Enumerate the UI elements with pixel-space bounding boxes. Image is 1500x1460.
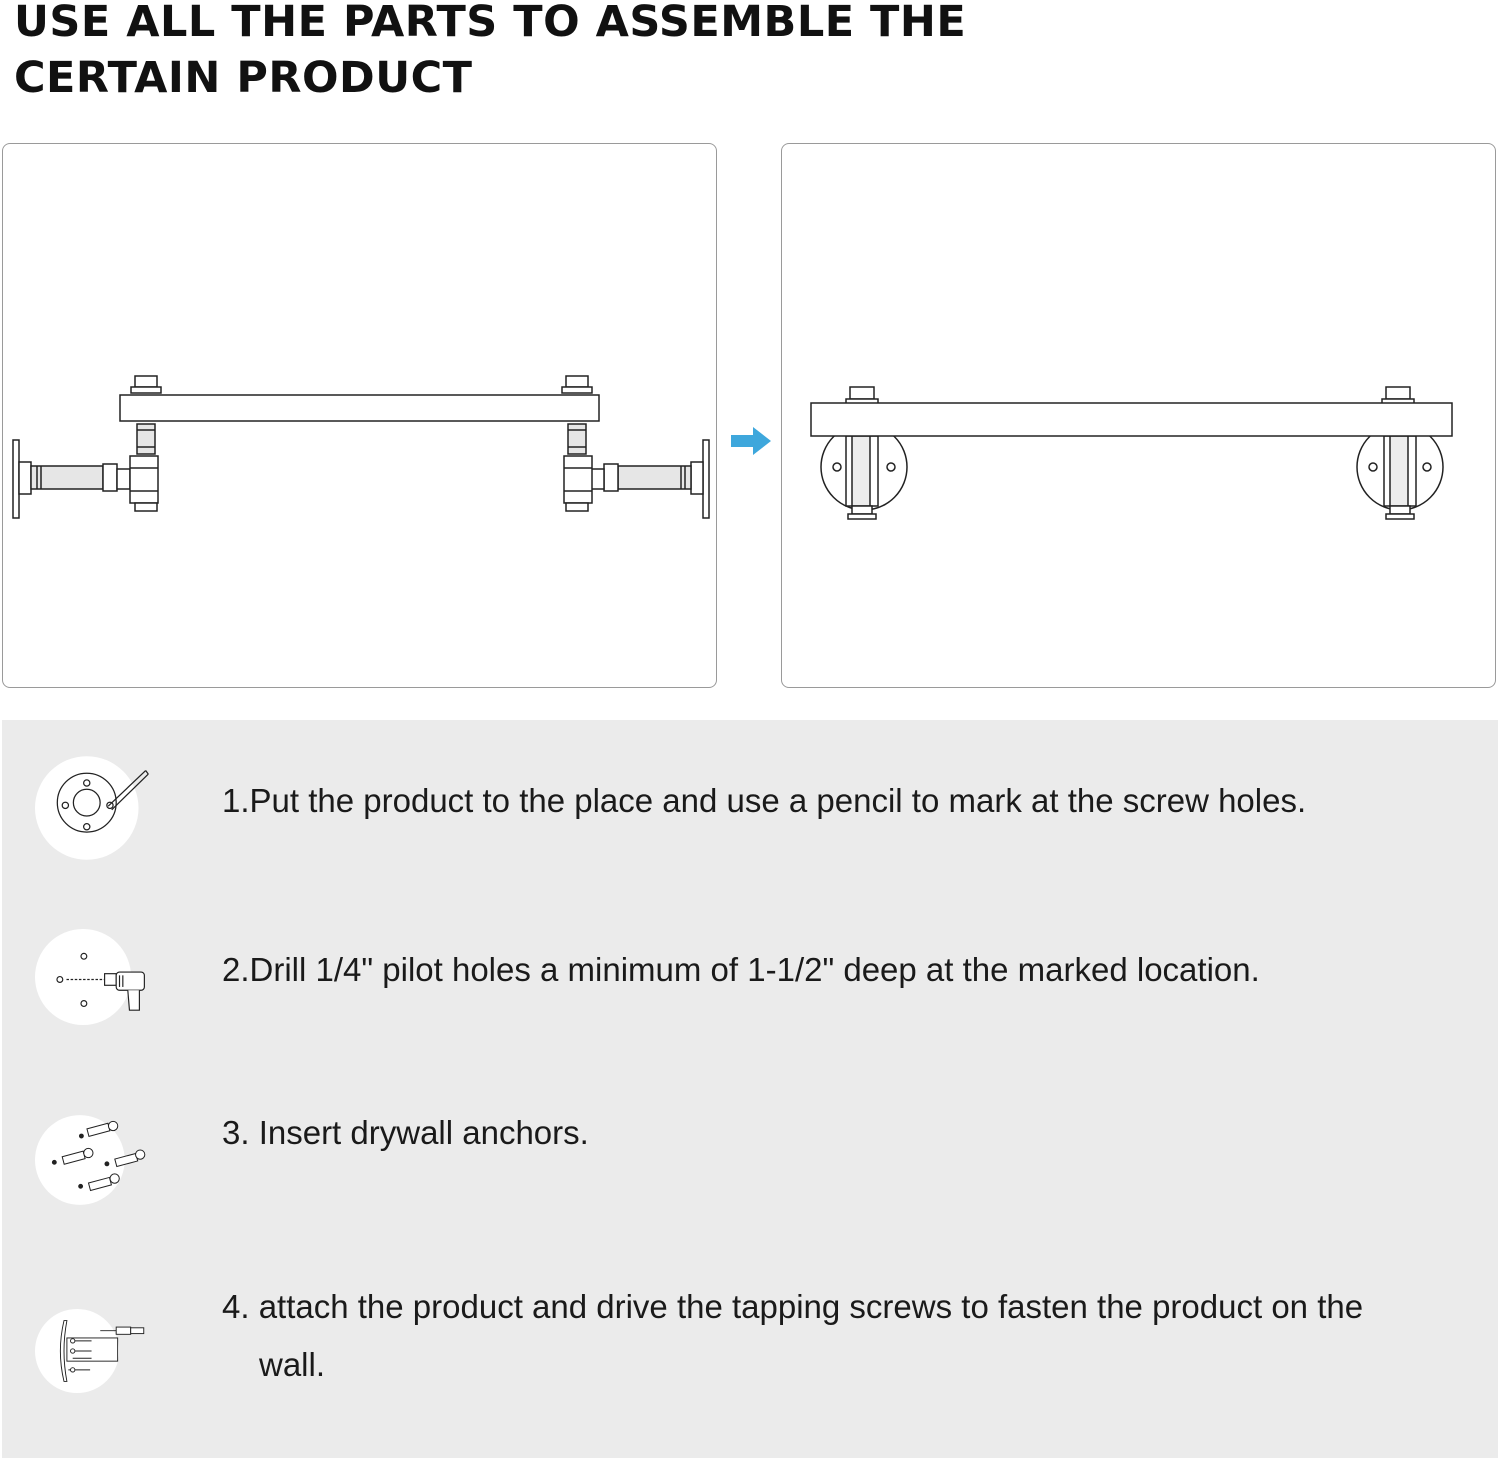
shelf-assembled-icon bbox=[782, 144, 1497, 689]
step-4-text-line-2: wall. bbox=[259, 1346, 326, 1383]
parts-panel bbox=[2, 143, 717, 688]
step-1-text: 1.Put the product to the place and use a pencil to mark at the screw holes. bbox=[222, 782, 1307, 819]
step-4-text-line-1: 4. attach the product and drive the tapping screws to fasten the product on the bbox=[222, 1288, 1364, 1325]
step-4-text bbox=[222, 1278, 1472, 1394]
right-arrow-icon bbox=[731, 427, 771, 455]
assembled-panel bbox=[781, 143, 1496, 688]
screw-fasten-icon bbox=[35, 1293, 151, 1409]
drill-icon bbox=[35, 919, 151, 1035]
title-line-2: CERTAIN PRODUCT bbox=[14, 53, 473, 103]
title-line-1: USE ALL THE PARTS TO ASSEMBLE THE bbox=[14, 0, 967, 47]
step-2-text: 2.Drill 1/4" pilot holes a minimum of 1-1/2" deep at the marked location. bbox=[222, 951, 1260, 988]
shelf-parts-exploded-icon bbox=[3, 144, 718, 689]
page-title bbox=[14, 0, 966, 106]
pencil-mark-flange-icon bbox=[35, 750, 151, 866]
instruction-steps bbox=[2, 720, 1498, 1458]
step-3-text: 3. Insert drywall anchors. bbox=[222, 1114, 589, 1151]
drywall-anchors-icon bbox=[35, 1102, 151, 1218]
